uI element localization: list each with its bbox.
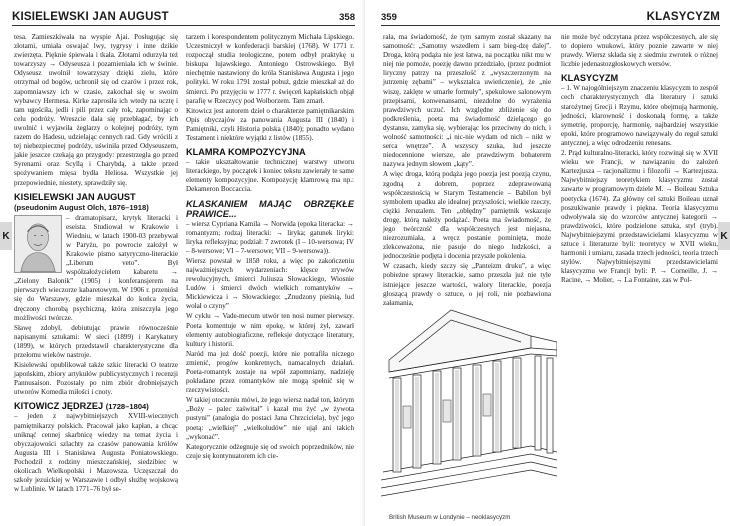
klaskaniem-p5: W takiej otoczeniu mówi, że jego wiersz nadał ton, którym „Boży – palec zaświtał” i kazał mu żyć „w żywota pustyni” (analogia do postaci Jana Chrzciciela), być jego poetą: „wielkiej” „wielkoludów” nie ujął ani takich „wykonać”. <box>186 396 354 441</box>
entry-title-kisielewski: KISIELEWSKI JAN AUGUST <box>14 191 136 202</box>
running-head-left: KISIELEWSKI JAN AUGUST <box>12 11 169 23</box>
kisielewski-p2: Sławę zdobył, debiutując prawie równocześnie napisanymi sztukami: W sieci (1899) i Karykatury (1899), w których przedstawił charakterystyczne dla przełomu wieków nastroje. <box>14 323 178 359</box>
thumb-index-right: K <box>718 222 730 250</box>
entry-subtitle-kisielewski: (pseudonim August Olch, 1876–1918) <box>14 202 149 212</box>
left-column-1 <box>14 33 178 495</box>
british-museum-illustration <box>381 296 557 510</box>
entry-title-kitowicz <box>14 401 178 412</box>
right-header <box>381 8 720 26</box>
right-page <box>365 0 730 526</box>
kisielewski-p1: – dramatopisarz, krytyk literacki i eseista. Studiował w Krakowie i Wiedniu, w latach 1900-03 przebywał w Paryżu, po powrocie założył w Krakowie pismo satyryczno-literackie „Liberum veto”. Był współzałożycielem kabaretu → „Zielony Balonik” (1905) i konferansjerem na pierwszych wieczorze kabaretowym. W 1906 r. przeniósł się do Warszawy, gdzie mieszkał do końca życia, dręczony chorobą psychiczną, która zniszczyła jego możliwości twórcze. <box>14 213 178 322</box>
entry-title-klaskaniem: KLASKANIEM MAJĄC OBRZĘKŁE PRAWICE... <box>186 198 354 219</box>
kisielewski-entry <box>14 214 178 324</box>
klaskaniem-p1: – wiersz Cypriana Kamila → Norwida (epoka literacka: → romantyzm; rodzaj literacki: → liryka; gatunek liryki: liryka refleksyjna; podział: 7 zwrotek (I – 10-wersowa; IV – 8-wersowe; VI – 7-wersowe; VII – 9-wersowa)). <box>186 219 354 255</box>
right-column-2 <box>561 33 718 286</box>
kisielewski-p3: Kisielewski opublikował także szkic literacki O teatrze japońskim, zbiory artykułów publicystycznych i recenzji Pannusaison. Pozostały po nim zbiór drobniejszych utworów Komedia miłości i cnoty. <box>14 361 178 397</box>
klamra-p1: – takie ukształtowanie technicznej warstwy utworu literackiego, by początek i koniec tekstu zawierały te same elementy kompozycyjne. Kompozycję klamrową ma np.: Dekameron Boccaccia. <box>186 158 354 194</box>
illustration-caption: British Museum w Londynie – neoklasycyzm <box>389 514 511 521</box>
entry-title-klasycyzm: KLASYCYZM <box>561 73 619 84</box>
kitowicz-name: KITOWICZ JĘDRZEJ <box>14 401 104 412</box>
left-column-2 <box>186 33 354 462</box>
kirke-text: tesa. Zamieszkiwała na wyspie Ajai. Posługując się złotami, umiała oswajać lwy, tygrysy i inne dzikie zwierzęta. Pięknie śpiewała i tkała. Złotami odurzyła też towarzyszy → Odyseusza i pozamieniała ich w świnie. Odyseusz uwolnił towarzyszy dzięki zielu, które otrzymał od bogów, uchronił się od czarów i przez rok, zapomniawszy ich w czasie, zakochał się w swoim wybawcy Hermesa. Kirke zaprosiła ich wtedy na ucztę i tam ugościła, jedli i pili przez cały rok, zapominając o celu podróży. Wreszcie dała się przebłagać, by ich uwolnić i wyjawiła żeglarzy o kolejnej podróży, tym razem do Hadesu, udzielając cennych rad. Gdy wrócili z tej niebezpiecznej podróży, uświniła przed Odyseuszem, jakie jeszcze czekają go przygody: przestrzegła go przed Syrenami oraz Scyllą i Charybdą, a także przed spożywaniem mięsa bydła Heliosa. Wszystkie jej przepowiednie, niestety, sprawdziły się. <box>14 33 178 187</box>
kitowicz-years: (1728–1804) <box>105 402 149 412</box>
klaskaniem-p4: Naród ma już dość poezji, które nie potrafiła niczego zmienić, progów konkretnych, namacalnych działań. Poeta-romantyk zostaje na wpół zapomniany, nadzieję pokładane przez romantyków nie mogą spełnić się w rzeczywistości. <box>186 349 354 395</box>
klasycyzm-p1: – 1. W najogólniejszym znaczeniu klasycyzm to zespół cech charakterystycznych dla literatury i sztuki starożytnej Grecji i Rzymu, które obejmują harmonię, jedności, klarowność i doskonałą formę, a także symetrię, proporcję, harmonię, najbardziej wszystkie epoki, które programowo nawiązywały do reguł sztuki antycznej, a więc odrodzeniu renesans. <box>561 84 718 147</box>
right-column-1 <box>383 33 551 309</box>
kitowicz-p1: – jeden z najwybitniejszych XVIII-wiecznych pamiętnikarzy polskich. Pracował jako kapłan, a chcąc uniknąć cennej skarbnicę wiedzy na temat życia i obyczajowości szlachty za czasów panowania królów Augusta III i Stanisława Augusta Poniatowskiego. Pochodził z rodziny mieszczańskiej, siedzibiec w okolicach Wielkopolski i Mazowsza. Uczęszczał do szkoły jezuickiej w Warszawie i odbył służbę wojskową w Lublinie. W latach 1771–76 był se- <box>14 412 178 494</box>
left-header <box>12 8 355 26</box>
klaskaniem-p2: Wiersz powstał w 1858 roku, a więc po zakończeniu najważniejszych wydarzeniach: klęsce zrywów rewolucyjnych, śmierci Juliusza Słowackiego, Wiosnie Ludów i śmierci dwóch wielkich romantyków → Mickiewicza i → Słowackiego: „Znudzony pieśnią, lud wołał o czyny” <box>186 256 354 311</box>
page-number-left: 358 <box>339 12 355 23</box>
page-number-right: 359 <box>381 12 397 23</box>
klaskaniem-continued-p1: rała, ma świadomość, że tym samym został skazany na samotność: „Samotny wszedłem i sam bieg-dzę dalej”. Droga, którą podąża nie jest łatwa, na początku nikt mu w niej nie pomoże, poezję dawno przedziało, (przez podmiot liryczny patrzy na przeszłość z „wyszczerzonym na jutrzenię zębami” – wykształca uwieńczenie), że „nie wiszę, zaklęte w umarłe formuły”, spekulowe salonowym przepisami, konwenansami, niezdolne do wyrażenia prawdziwych uczuć. Ich względne zbliżenie się do podkreślenia, poeta ma świadomość dzielącego go dystansu, zamyka się, wybierając los przeciwny do nich, i wolność samotności: „i nic-nie wydam od nich – nikt w serca wnętrze”. A wszyscy szuka, lud jeszcze niedocennione wiersze, ale prawdziwym bohaterem nazywa jednym słowem „kąty”. <box>383 33 551 169</box>
klaskaniem-end: nie może być odczytana przez współczesnych, ale się to dopiero wnukowi, który poznie zawarte w niej prawdy. Wiersz składa się z siedmiu zwrotek o różnej liczbie jedenastozgłoskowych wersów. <box>561 33 718 69</box>
klaskaniem-continued-p2: A więc droga, którą podąża jego poezja jest poezją czynu, zgodną z dobrem, poprzez zdeprawowaną współczesnością w Starym Testamencie – Babilon był symbolem upadku ale idealnej przyszłości, wielkie rzeczy, ciężki Jeruzalem. Ten „obłędny” pamiętnik wskazuje drogę, którą należy podążać. Poeta ma świadomość, że jego twórczość dla współczesnych jest niejasna, niezrozumiała, a wręcz postanie pominięta, może zlekceważona, nie pasuje do niego ludzkości, a jednocześnie podjęta i docenia przyszłe pokolenia. <box>383 170 551 261</box>
kitowicz-continued: tarzem i korespondentem politycznym Michała Lipskiego. Uczestniczył w konfederacji barskiej (1768). W 1771 r. rozpoczął studia teologiczne, potem odbył praktykę u biskupa lujawskiego. Antoniego Ostrowskiego. Był niechętnie nastawiony do króla Stanisława Augusta i jego polityki. W roku 1791 został pobuż, gdzie mieszkał aż do śmierci. Po przyjęciu w 1777 r. święceń kapłańskich objął parafię w Rzeczycy pod Wolborzem. Tam zmarł. <box>186 33 354 105</box>
klaskaniem-p6: Kategorycznie odżegnuje się od swoich poprzedników, nie czuje się kontynuatorem ich cie- <box>186 442 354 460</box>
klaskaniem-p3: W cyklu → Vade-mecum utwór ten nosi numer pierwszy. Poeta komentuje w nim epokę, w której żył, zawarł elementy autobiograficzne, refleksje dotyczące literatury, kultury i historii. <box>186 312 354 348</box>
klaskaniem-continued-p3: W czasach, kiedy szczy się „Panteizm druku”, a więc pobieżne sprawy literackie, samo przeszła już nie tyle istniejące jeszcze wartości, walory literackie, poezja głoszącą prawdy o sztuce, o jej roli, nie pozbawiona załamania, <box>383 262 551 307</box>
running-head-right: KLASYCYZM <box>646 11 720 23</box>
entry-title-klamra: KLAMRA KOMPOZYCYJNA <box>186 147 306 158</box>
portrait-image <box>14 215 62 273</box>
kitowicz-works: Kitowicz jest autorem dzieł o charakterze pamiętnikarskim Opis obyczajów za panowania Augusta III (1840) i Pamiętniki, czyli Historia polska (1840); ponadto wydano Testament i niektóre wyjątki z listów (1855). <box>186 106 354 143</box>
klasycyzm-p2: 2. Prąd kulturalno-literacki, który rozwinął się w XVII wieku we Francji, w nawiązaniu do założeń Kartezjusza – racjonalizmu i filozofii → Kartezjusza. Najwybitniejszy teoretykiem klasycyzmu został zawarte w programowym dziele M. → Boileau Sztuka poetycka (1674). Za główny cel sztuki Boileau uznał poszukiwanie prawdy i piękna. Teoria klasycyzmu odwoływała się do wzorców antycznej kategorii → prawdziwości, które podzielone sztuka, styl (tryb). Najwybitniejszymi przedstawicielami klasycyzmu w sztuce i literaturze byli: teoretycy w XVII wieku, harmonii i umiaru, zasada trzech jedności, teoria trzech stylów. Najwybitniejszymi przedstawicielami klasycyzmu we Francji byli: P. → Corneille, J. → Racine, → Molier, → La Fontaine, zas w Pol- <box>561 149 718 285</box>
thumb-index-left: K <box>0 222 12 250</box>
